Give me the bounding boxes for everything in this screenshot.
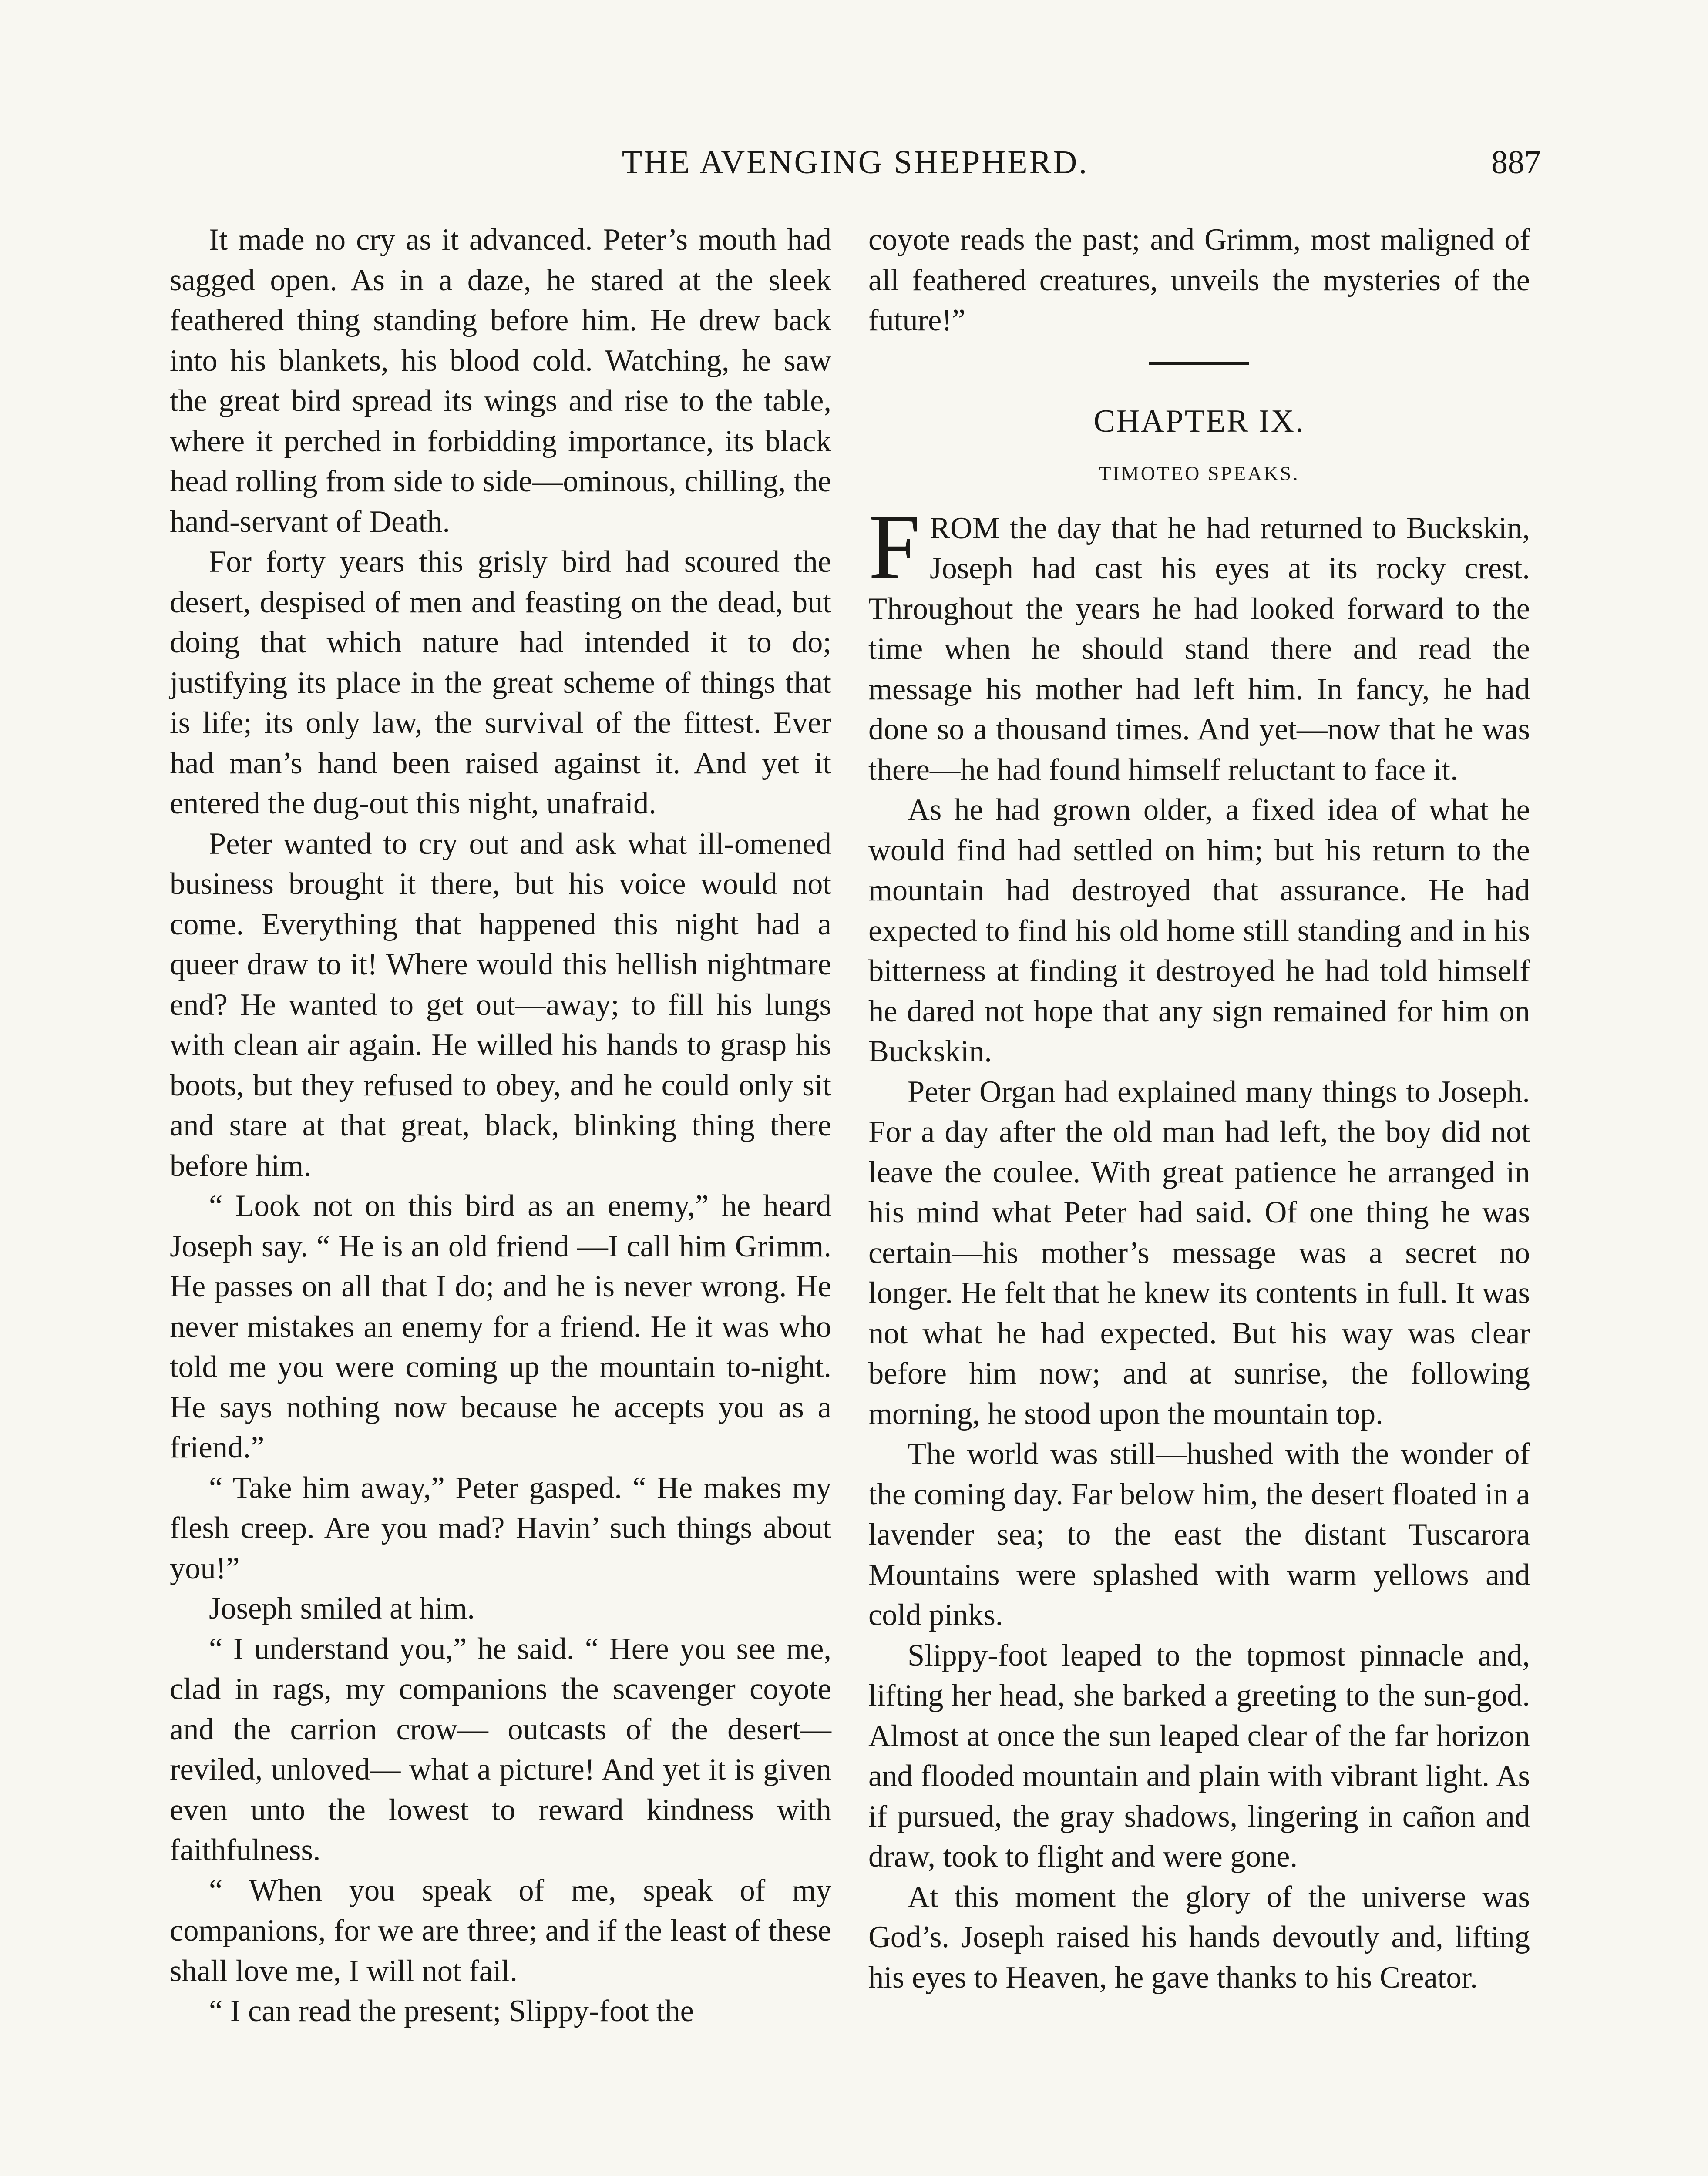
section-divider [1149, 362, 1249, 365]
continued-paragraph: coyote reads the past; and Grimm, most maligned of all feathered creatures, unveils the mysteries of the future!” [868, 223, 1530, 337]
paragraph: At this moment the glory of the universe was God’s. Joseph raised his hands devoutly and, lifting his eyes to Heaven, he gave thanks to his Creator. [868, 1880, 1530, 1995]
paragraph: The world was still—hushed with the wonder of the coming day. Far below him, the desert floated in a lavender sea; to the east the distant Tuscarora Mountains were splashed with warm yellows and cold pinks. [868, 1437, 1530, 1632]
paragraph: Peter wanted to cry out and ask what ill-omened business brought it there, but his voice would not come. Everything that happened this night had a queer draw to it! Where would this hellish nightmare end? He wanted to get out—away; to fill his lungs with clean air again. He willed his hands to grasp his boots, but they refused to obey, and he could only sit and stare at that great, black, blinking thing there before him. [170, 826, 831, 1183]
right-column [868, 220, 1530, 1998]
paragraph: As he had grown older, a fixed idea of what he would find had settled on him; but his return to the mountain had destroyed that assurance. He had expected to find his old home still standing and in his bitterness at finding it destroyed he had told himself he dared not hope that any sign remained for him on Buckskin. [868, 793, 1530, 1068]
running-title: THE AVENGING SHEPHERD. [622, 144, 1089, 181]
chapter-title: CHAPTER IX. [1093, 403, 1305, 439]
chapter-opening-paragraph [868, 495, 1530, 790]
paragraph: It made no cry as it advanced. Peter’s mouth had sagged open. As in a daze, he stared at the sleek feathered thing standing before him. He drew back into his blankets, his blood cold. Watching, he saw the great bird spread its wings and rise to the table, where it perched in forbidding importance, its black head rolling from side to side—ominous, chilling, the hand-servant of Death. [170, 223, 831, 539]
paragraph: “ I can read the present; Slippy-foot the [209, 1994, 694, 2028]
paragraph: Joseph smiled at him. [209, 1592, 475, 1625]
paragraph: Peter Organ had explained many things to Joseph. For a day after the old man had left, the boy did not leave the coulee. With great patience he arranged in his mind what Peter had said. Of one thing he was certain—his mother’s message was a secret no longer. He felt that he knew its contents in full. It was not what he had expected. But his way was clear before him now; and at sunrise, the following morning, he stood upon the mountain top. [868, 1075, 1530, 1431]
running-head [170, 138, 1541, 186]
page-number: 887 [1491, 144, 1541, 181]
drop-cap: F [868, 495, 921, 598]
paragraph: “ Look not on this bird as an enemy,” he heard Joseph say. “ He is an old friend —I call him Grimm. He passes on all that I do; and he is never wrong. He never mistakes an enemy for a friend. He it was who told me you were coming up the mountain to-night. He says nothing now because he accepts you as a friend.” [170, 1189, 831, 1464]
opening-text: ROM the day that he had returned to Buckskin, Joseph had cast his eyes at its rocky crest. Throughout the years he had looked forward to the time when he should stand there and read the message his mother had left him. In fancy, he had done so a thousand times. And yet—now that he was there—he had found himself reluctant to face it. [868, 511, 1530, 787]
paragraph: “ I understand you,” he said. “ Here you see me, clad in rags, my companions the scavenger coyote and the carrion crow— outcasts of the desert—reviled, unloved— what a picture! And yet it is given even unto the lowest to reward kindness with faithfulness. [170, 1632, 831, 1867]
paragraph: “ When you speak of me, speak of my companions, for we are three; and if the least of these shall love me, I will not fail. [170, 1873, 831, 1988]
paragraph: For forty years this grisly bird had scoured the desert, despised of men and feasting on the dead, but doing that which nature had intended it to do; justifying its place in the great scheme of things that is life; its only law, the survival of the fittest. Ever had man’s hand been raised against it. And yet it entered the dug-out this night, unafraid. [170, 545, 831, 820]
left-column [170, 220, 831, 2032]
paragraph: “ Take him away,” Peter gasped. “ He makes my flesh creep. Are you mad? Havin’ such things about you!” [170, 1471, 831, 1585]
chapter-subtitle: TIMOTEO SPEAKS. [1099, 462, 1300, 484]
paragraph: Slippy-foot leaped to the topmost pinnacle and, lifting her head, she barked a greeting to the sun-god. Almost at once the sun leaped clear of the far horizon and flooded mountain and plain with vibrant light. As if pursued, the gray shadows, lingering in cañon and draw, took to flight and were gone. [868, 1638, 1530, 1874]
